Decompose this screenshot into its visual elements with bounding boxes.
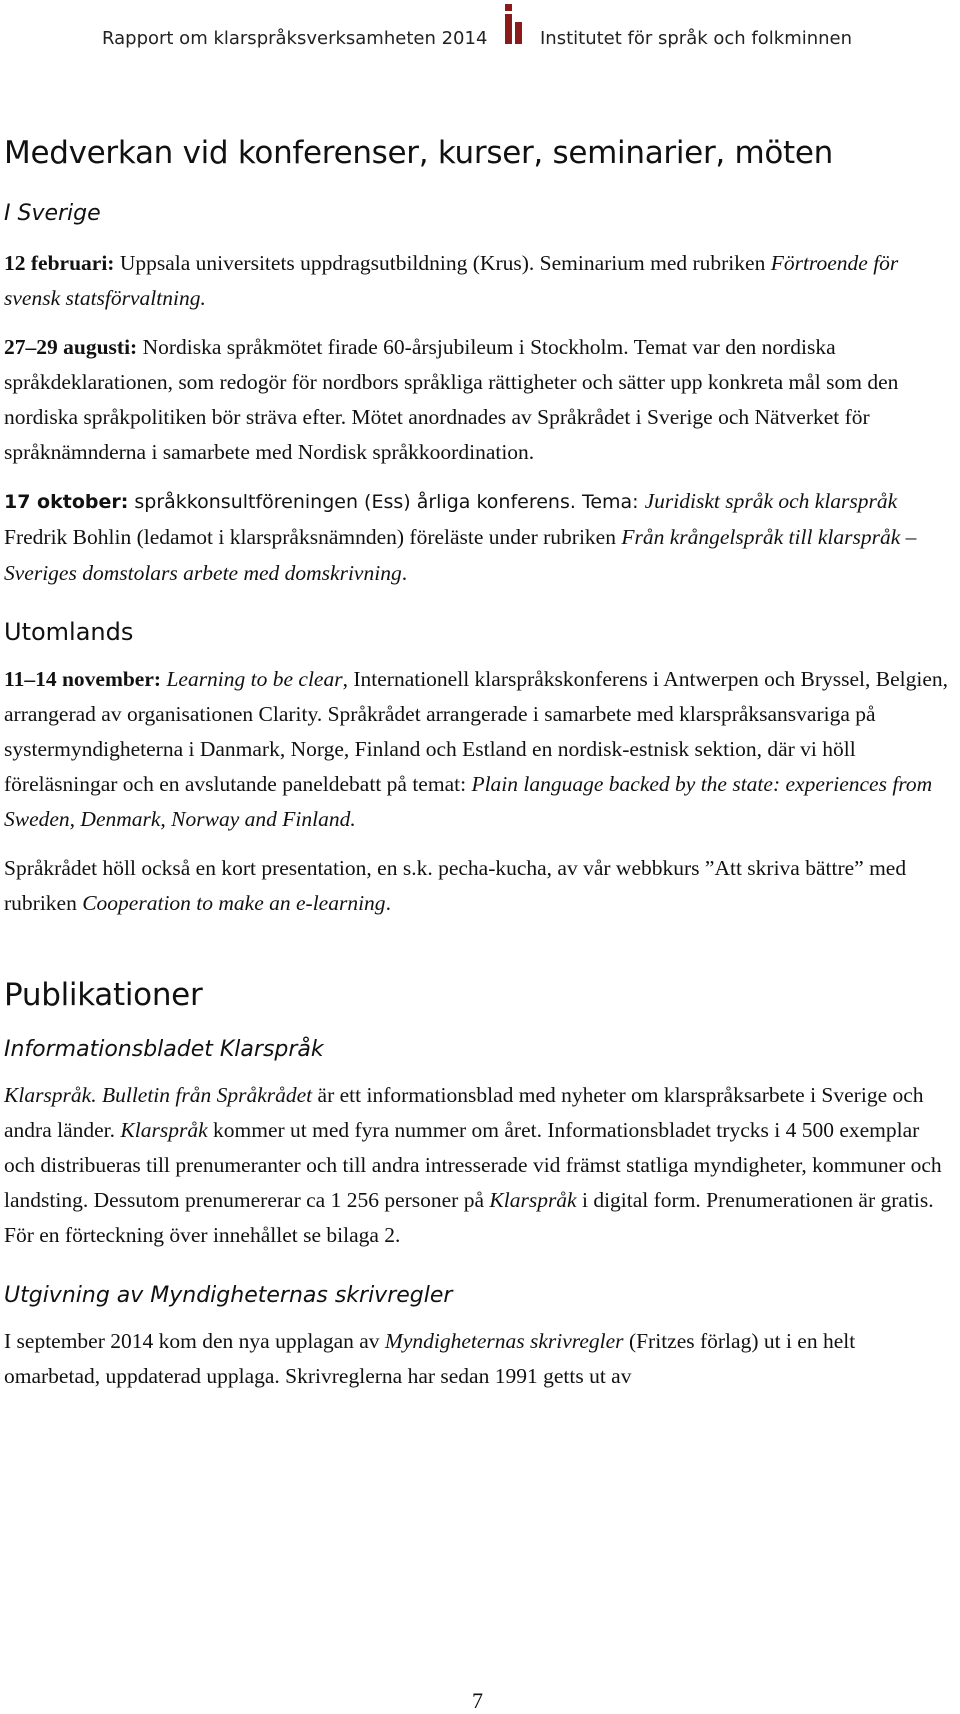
paragraph-feb-italic: Förtroende för svensk statsförvaltning. <box>4 251 899 310</box>
subheading-skrivregler: Utgivning av Myndigheternas skrivregler <box>4 1283 453 1308</box>
paragraph-oct-italic2: Från krångelspråk till klarspråk – Sveriges domstolars arbete med domskrivning <box>4 525 917 585</box>
paragraph-feb-text: Uppsala universitets uppdragsutbildning (Krus). Seminarium med rubriken <box>114 251 771 275</box>
paragraph-klarsprak-italic3: Klarspråk <box>489 1188 577 1212</box>
document-body <box>4 135 954 1394</box>
paragraph-oct-text2: Fredrik Bohlin (ledamot i klarspråksnämnden) föreläste under rubriken <box>4 525 622 549</box>
paragraph-nov-text1: , Internationell klarspråkskonferens i Antwerpen och Bryssel, Belgien, arrangerad av organisationen Clarity. Språkrådet arrangerade i samarbete med klarspråksansvariga på systermyndigheterna i Danmark, Norge, Finland och Estland en nordisk-estnisk sektion, där vi höll föreläsningar och en avslutande paneldebatt på temat: <box>4 667 949 796</box>
paragraph-pechakucha-text2: . <box>385 891 391 915</box>
paragraph-skrivregler-text2: (Fritzes förlag) ut i en helt omarbetad, uppdaterad upplaga. Skrivreglerna har sedan 1991 getts ut av <box>4 1329 856 1388</box>
paragraph-klarsprak-text3: i digital form. Prenumerationen är gratis. För en förteckning över innehållet se bilaga 2. <box>4 1188 934 1247</box>
subheading-sweden: I Sverige <box>4 201 101 226</box>
date-aug: 27–29 augusti: <box>4 335 138 359</box>
paragraph-nov <box>4 662 954 837</box>
section-heading-conferences: Medverkan vid konferenser, kurser, seminarier, möten <box>4 135 834 171</box>
paragraph-pechakucha <box>4 851 954 921</box>
paragraph-nov-italic1: Learning to be clear <box>166 667 343 691</box>
header-report-title: Rapport om klarspråksverksamheten 2014 <box>102 28 488 49</box>
date-feb: 12 februari: <box>4 251 115 275</box>
subheading-informationsbladet: Informationsbladet Klarspråk <box>4 1037 324 1062</box>
paragraph-klarsprak-italic1: Klarspråk. Bulletin från Språkrådet <box>4 1083 313 1107</box>
paragraph-aug-text: Nordiska språkmötet firade 60-årsjubileum i Stockholm. Temat var den nordiska språkdeklarationen, som redogör för nordbors språkliga rättigheter och sätter upp konkreta mål som den nordiska språkpolitiken bör sträva efter. Mötet anordnades av Språkrådet i Sverige och Nätverket för språknämnderna i samarbete med Nordisk språkkoordination. <box>4 335 899 464</box>
paragraph-oct-text3: . <box>401 561 408 585</box>
paragraph-klarsprak-text2: kommer ut med fyra nummer om året. Informationsbladet trycks i 4 500 exemplar och distribueras till prenumeranter och till andra intresserade vid främst statliga myndigheter, kommuner och landsting. Dessutom prenumererar ca 1 256 personer på <box>4 1118 942 1212</box>
subheading-abroad: Utomlands <box>4 618 134 646</box>
section-heading-publications: Publikationer <box>4 977 203 1013</box>
date-oct: 17 oktober: <box>4 491 129 513</box>
paragraph-skrivregler-italic: Myndigheternas skrivregler <box>384 1329 624 1353</box>
paragraph-oct-italic1: Juridiskt språk och klarspråk <box>644 489 898 513</box>
page-header <box>0 22 960 62</box>
paragraph-oct <box>4 484 954 592</box>
header-institute-name: Institutet för språk och folkminnen <box>540 28 853 49</box>
paragraph-nov-italic2: Plain language backed by the state: experiences from Sweden, Denmark, Norway and Finland. <box>4 772 933 831</box>
paragraph-klarsprak-text1: är ett informationsblad med nyheter om klarspråksarbete i Sverige och andra länder. <box>4 1083 924 1142</box>
institute-logo <box>502 4 524 52</box>
page-number: 7 <box>472 1688 483 1713</box>
paragraph-skrivregler-text1: I september 2014 kom den nya upplagan av <box>4 1329 385 1353</box>
paragraph-oct-text1: språkkonsultföreningen (Ess) årliga konferens. Tema: <box>128 491 645 513</box>
paragraph-klarsprak <box>4 1078 954 1253</box>
paragraph-pechakucha-text1: Språkrådet höll också en kort presentation, en s.k. pecha-kucha, av vår webbkurs ”Att skriva bättre” med rubriken <box>4 856 907 915</box>
date-nov: 11–14 november: <box>4 667 162 691</box>
paragraph-pechakucha-italic: Cooperation to make an e-learning <box>82 891 386 915</box>
paragraph-feb <box>4 246 954 316</box>
paragraph-aug <box>4 330 954 470</box>
paragraph-klarsprak-italic2: Klarspråk <box>120 1118 208 1142</box>
paragraph-skrivregler <box>4 1324 954 1394</box>
